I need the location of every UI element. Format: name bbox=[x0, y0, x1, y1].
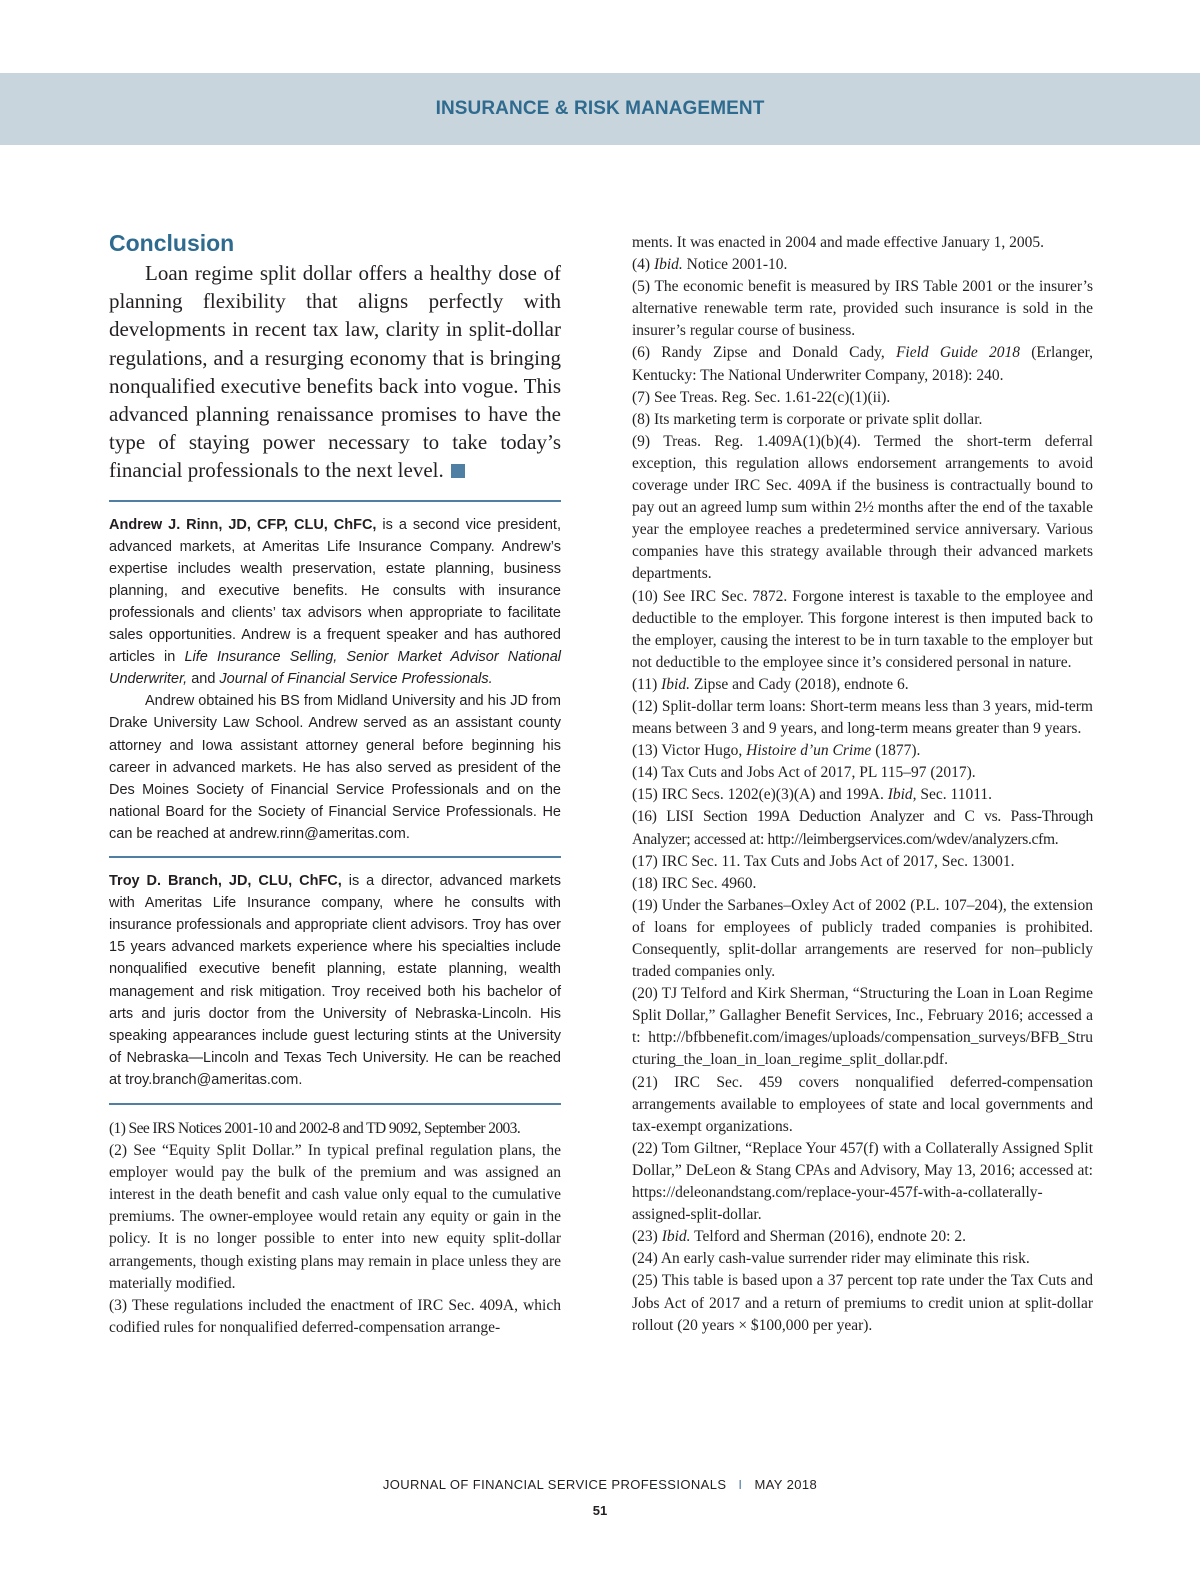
divider-rule bbox=[109, 856, 561, 858]
issue-date: MAY 2018 bbox=[754, 1477, 818, 1492]
note-text: Notice 2001-10. bbox=[682, 256, 788, 274]
endnote-3-continued: ments. It was enacted in 2004 and made effective January 1, 2005. bbox=[632, 234, 1045, 251]
endnote-2: (2) See “Equity Split Dollar.” In typical prefinal regulation plans, the employer would pay the bulk of the premium and was assigned an interest in the death benefit and cash value only equal to the cumulative premiums. The owner-employee would retain any equity or gain in the policy. It is no longer possible to enter into new equity split-dollar arrangements, though existing plans may remain in place unless they are materially modified. bbox=[109, 1142, 561, 1292]
endnote-23 bbox=[632, 1226, 1093, 1248]
endnote-22: (22) Tom Giltner, “Replace Your 457(f) with a Collaterally Assigned Split Dollar,” DeLeon & Stang CPAs and Advisory, May 13, 2016; accessed at: https://deleonandstang.com/replace-your-457f-with-a-collaterally-assigned-split-dollar. bbox=[632, 1139, 1093, 1224]
endnote-12: (12) Split-dollar term loans: Short-term means less than 3 years, mid-term means between 3 and 9 years, and long-term means greater than 9 years. bbox=[632, 697, 1093, 738]
endnote-24: (24) An early cash-value surrender rider may eliminate this risk. bbox=[632, 1250, 1030, 1268]
endnote-20: (20) TJ Telford and Kirk Sherman, “Structuring the Loan in Loan Regime Split Dollar,” Gallagher Benefit Services, Inc., February 2016; accessed at: http://bfbbenefit.com/images/uploads/compensation_surveys/BFB_Structuring_the_loan_in_loan_regime_split_dollar.pdf. bbox=[632, 985, 1093, 1069]
note-text: (23) bbox=[632, 1228, 662, 1246]
section-banner bbox=[0, 73, 1200, 145]
footer-separator: I bbox=[738, 1477, 743, 1492]
endnote-10: (10) See IRC Sec. 7872. Forgone interest is taxable to the employee and deductible to the employer. This forgone interest is then imputed back to the employer, causing the interest to be in turn taxable to the employer but not deductible to the employee since it’s considered personal in nature. bbox=[632, 587, 1093, 671]
endnote-15 bbox=[632, 784, 1093, 806]
note-text: (Erlanger, Kentucky: The National Underwriter Company, 2018): 240. bbox=[632, 344, 1093, 384]
note-italic: Ibid. bbox=[653, 256, 683, 274]
endnote-9: (9) Treas. Reg. 1.409A(1)(b)(4). Termed the short-term deferral exception, this regulation allows endorsement arrangements to avoid coverage under IRC Sec. 409A if the business is contractually bound to pay out an agreed lump sum within 2½ months after the end of the taxable year the employee reaches a predetermined service anniversary. Various companies have this strategy available through their advanced markets departments. bbox=[632, 432, 1094, 583]
endnote-16: (16) LISI Section 199A Deduction Analyzer and C vs. Pass-Through Analyzer; accessed at: http://leimbergservices.com/wdev/analyzers.cfm. bbox=[632, 808, 1093, 848]
endnote-21: (21) IRC Sec. 459 covers nonqualified deferred-compensation arrangements available to employees of state and local governments and tax-exempt organizations. bbox=[632, 1073, 1093, 1135]
endnote-18: (18) IRC Sec. 4960. bbox=[632, 874, 757, 892]
endnote-25: (25) This table is based upon a 37 percent top rate under the Tax Cuts and Jobs Act of 2017 and a return of premiums to credit union at split-dollar rollout (20 years × $100,000 per year). bbox=[632, 1272, 1093, 1334]
conclusion-heading: Conclusion bbox=[109, 230, 235, 256]
note-italic: Ibid. bbox=[661, 1228, 691, 1246]
endnote-1: (1) See IRS Notices 2001-10 and 2002-8 and TD 9092, September 2003. bbox=[109, 1119, 521, 1137]
endnote-8: (8) Its marketing term is corporate or private split dollar. bbox=[632, 410, 983, 428]
endnote-6 bbox=[632, 342, 1093, 386]
bio-text: is a director, advanced markets with Ameritas Life Insurance company, where he consults with insurance professionals and appropriate client advisors. Troy has over 15 years advanced markets experience where his specialties include nonqualified executive benefit planning, estate planning, wealth management and risk mitigation. Troy received both his bachelor of arts and juris doctor from the University of Nebraska-Lincoln. His speaking appearances include guest lecturing stints at the University of Nebraska—Lincoln and Texas Tech University. He can be reached at troy.branch@ameritas.com. bbox=[109, 873, 561, 1088]
bio-paragraph-2: Andrew obtained his BS from Midland University and his JD from Drake University Law School. Andrew served as an assistant county attorney and Iowa assistant attorney general before beginning his career in advanced markets. He has also served as president of the Des Moines Society of Financial Service Professionals and on the national Board for the Society of Financial Service Professionals. He can be reached at andrew.rinn@ameritas.com. bbox=[109, 693, 561, 842]
note-text: Sec. 11011. bbox=[916, 786, 993, 804]
section-title: INSURANCE & RISK MANAGEMENT bbox=[435, 98, 765, 119]
note-text: (13) Victor Hugo, bbox=[632, 742, 747, 760]
note-text: Zipse and Cady (2018), endnote 6. bbox=[689, 675, 909, 693]
endnote-13 bbox=[632, 740, 1093, 762]
author-bio-rinn bbox=[109, 514, 561, 845]
note-italic: Ibid, bbox=[887, 786, 917, 804]
publication-title: Life Insurance Selling, Senior Market Advisor National Underwriter, bbox=[109, 649, 561, 688]
endnote-11 bbox=[632, 674, 1093, 696]
page-footer bbox=[0, 1477, 1200, 1492]
note-italic: Histoire d’un Crime bbox=[746, 742, 872, 760]
author-name-branch: Troy D. Branch, JD, CLU, ChFC, bbox=[109, 873, 342, 890]
conclusion-paragraph bbox=[109, 259, 561, 485]
author-bio-branch bbox=[109, 870, 561, 1091]
divider-rule bbox=[109, 1103, 561, 1105]
left-column bbox=[109, 230, 561, 1339]
note-text: (4) bbox=[632, 256, 654, 274]
note-text: Telford and Sherman (2016), endnote 20: 2. bbox=[690, 1228, 966, 1246]
endnote-7: (7) See Treas. Reg. Sec. 1.61-22(c)(1)(ii). bbox=[632, 388, 891, 406]
note-text: (1877). bbox=[871, 742, 921, 760]
bio-text: is a second vice president, advanced markets, at Ameritas Life Insurance Company. Andrew’s expertise includes wealth preservation, estate planning, business planning, and executive benefits. He consults with insurance professionals and clients’ tax advisors when appropriate to facilitate sales opportunities. Andrew is a frequent speaker and has authored articles in bbox=[109, 516, 561, 666]
endnote-5: (5) The economic benefit is measured by IRS Table 2001 or the insurer’s alternative renewable term rate, provided such insurance is sold in the insurer’s regular course of business. bbox=[632, 278, 1093, 340]
page-number: 51 bbox=[592, 1503, 608, 1518]
divider-rule bbox=[109, 500, 561, 502]
endnote-17: (17) IRC Sec. 11. Tax Cuts and Jobs Act of 2017, Sec. 13001. bbox=[632, 852, 1015, 870]
note-italic: Field Guide 2018 bbox=[895, 344, 1020, 362]
author-name-rinn: Andrew J. Rinn, JD, CFP, CLU, ChFC, bbox=[109, 516, 377, 533]
endnote-3: (3) These regulations included the enactment of IRC Sec. 409A, which codified rules for nonqualified deferred-compensation arrange- bbox=[109, 1296, 561, 1336]
bio-text: and bbox=[187, 671, 220, 688]
journal-name: JOURNAL OF FINANCIAL SERVICE PROFESSIONALS bbox=[382, 1477, 727, 1492]
note-italic: Ibid. bbox=[661, 675, 690, 693]
endnotes-left bbox=[109, 1118, 561, 1339]
endnote-19: (19) Under the Sarbanes–Oxley Act of 2002 (P.L. 107–204), the extension of loans for employees of publicly traded companies is prohibited. Consequently, split-dollar arrangements are reserved for non–publicly traded companies only. bbox=[632, 896, 1093, 981]
endnote-14: (14) Tax Cuts and Jobs Act of 2017, PL 115–97 (2017). bbox=[632, 764, 976, 782]
endnote-4 bbox=[632, 254, 1093, 276]
note-text: (15) IRC Secs. 1202(e)(3)(A) and 199A. bbox=[632, 786, 888, 804]
note-text: (6) Randy Zipse and Donald Cady, bbox=[632, 344, 896, 362]
publication-title: Journal of Financial Service Professionals. bbox=[219, 671, 493, 688]
end-of-article-square-icon bbox=[451, 464, 465, 478]
note-text: (11) bbox=[632, 675, 662, 693]
right-column bbox=[632, 232, 1093, 1337]
conclusion-text: Loan regime split dollar offers a healthy dose of planning flexibility that aligns perfectly with developments in recent tax law, clarity in split-dollar regulations, and a resurging economy that is bringing nonqualified executive benefits back into vogue. This advanced planning renaissance promises to have the type of staying power necessary to take today’s financial professionals to the next level. bbox=[109, 261, 561, 483]
